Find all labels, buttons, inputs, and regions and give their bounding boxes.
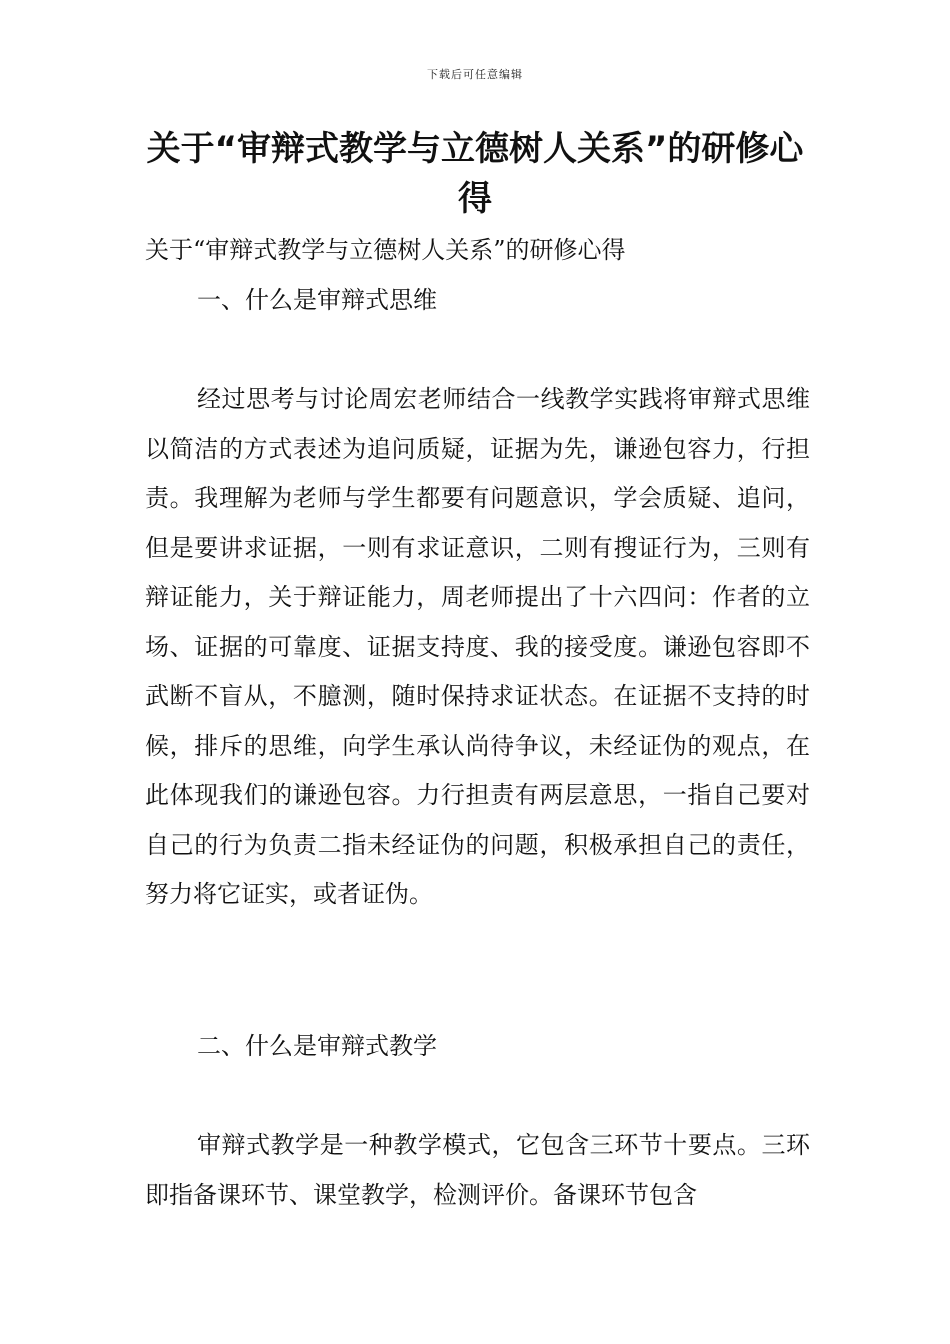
document-subtitle: 关于“审辩式教学与立德树人关系”的研修心得 — [145, 236, 626, 264]
header-note: 下载后可任意编辑 — [427, 68, 523, 81]
section-heading-1: 一、什么是审辩式思维 — [197, 286, 437, 314]
document-title: 关于“审辩式教学与立德树人关系”的研修心得 — [146, 129, 804, 219]
section-paragraph-2: 审辩式教学是一种教学模式，它包含三环节十要点。三环即指备课环节、课堂教学，检测评价。备课环节包含 — [145, 1131, 810, 1209]
section-heading-2: 二、什么是审辩式教学 — [197, 1032, 437, 1060]
section-paragraph-1: 经过思考与讨论周宏老师结合一线教学实践将审辩式思维以简洁的方式表述为追问质疑，证据为先，谦逊包容力，行担责。我理解为老师与学生都要有问题意识，学会质疑、追问，但是要讲求证据，一则有求证意识，二则有搜证行为，三则有辩证能力，关于辩证能力，周老师提出了十六四问：作者的立场、证据的可靠度、证据支持度、我的接受度。谦逊包容即不武断不盲从，不臆测，随时保持求证状态。在证据不支持的时候，排斥的思维，向学生承认尚待争议，未经证伪的观点，在此体现我们的谦逊包容。力行担责有两层意思，一指自己要对自己的行为负责二指未经证伪的问题，积极承担自己的责任，努力将它证实，或者证伪。 — [145, 385, 810, 908]
